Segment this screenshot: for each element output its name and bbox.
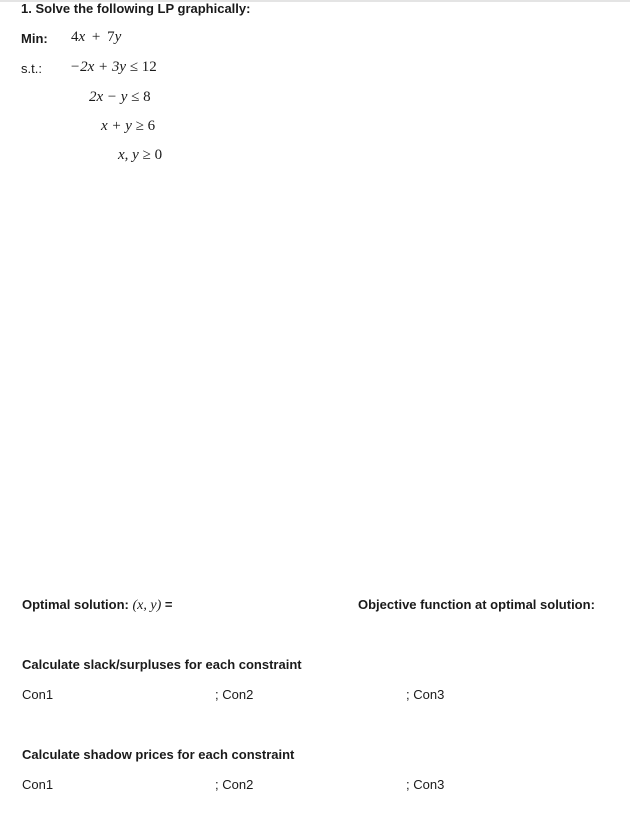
constraint-4: [118, 147, 162, 164]
optimal-solution-equals: =: [164, 597, 173, 612]
optimal-solution-vars: (x, y): [132, 598, 162, 613]
shadow-con2-label: ; Con2: [215, 777, 254, 792]
slack-con3-label: ; Con3: [406, 687, 445, 702]
constraint-2-rhs: 8: [143, 89, 151, 105]
optimal-solution-label: Optimal solution:: [22, 597, 129, 612]
constraint-1-rhs: 12: [141, 59, 157, 75]
st-label: s.t.:: [21, 61, 42, 76]
constraint-2: [89, 89, 151, 106]
constraint-3-relation: ≥: [135, 118, 144, 134]
constraint-3: [101, 118, 155, 135]
shadow-heading: Calculate shadow prices for each constraint: [22, 747, 295, 762]
constraint-4-rhs: 0: [154, 147, 163, 163]
objective-coef-2: 7: [107, 29, 115, 45]
constraint-4-relation: ≥: [142, 147, 151, 163]
constraint-3-lhs: x + y: [101, 118, 132, 134]
optimal-solution-line: [22, 597, 173, 614]
constraint-1-relation: ≤: [129, 59, 139, 75]
slack-con1-label: Con1: [22, 687, 54, 702]
problem-title: 1. Solve the following LP graphically:: [21, 1, 251, 16]
objective-operator: +: [91, 29, 101, 45]
constraint-3-rhs: 6: [147, 118, 156, 134]
objective-expression: [71, 29, 121, 46]
slack-heading: Calculate slack/surpluses for each constraint: [22, 657, 302, 672]
constraint-1-lhs: −2x + 3y: [70, 59, 127, 75]
shadow-con3-label: ; Con3: [406, 777, 445, 792]
slack-con2-label: ; Con2: [215, 687, 254, 702]
constraint-2-relation: ≤: [131, 89, 140, 105]
objective-coef-1: 4: [71, 29, 79, 45]
constraint-4-lhs: x, y: [118, 147, 139, 163]
objective-var-2: y: [114, 29, 122, 45]
constraint-2-lhs: 2x − y: [89, 89, 128, 105]
objective-var-1: x: [78, 29, 86, 45]
constraint-1: [70, 59, 157, 76]
min-label: Min:: [21, 31, 48, 46]
shadow-con1-label: Con1: [22, 777, 54, 792]
objective-value-label: Objective function at optimal solution:: [358, 597, 595, 612]
